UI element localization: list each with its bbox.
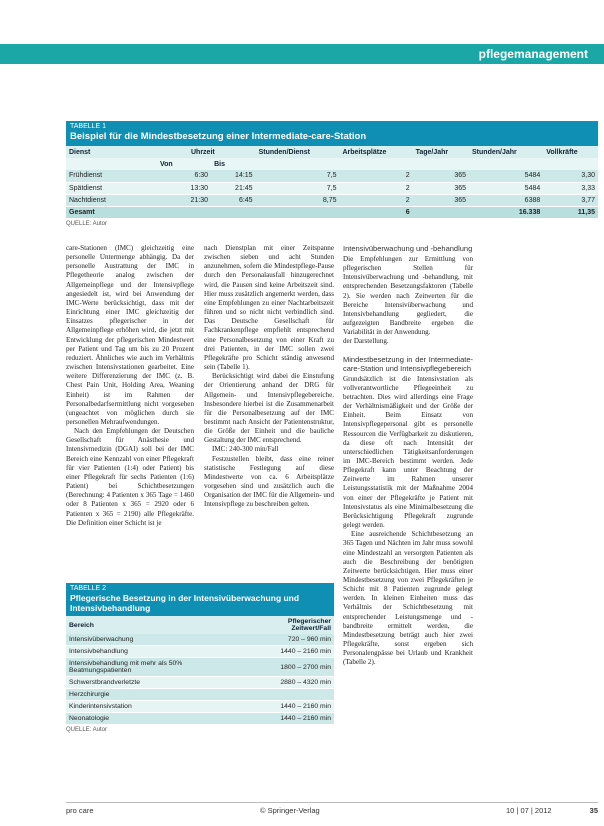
table-1 <box>66 121 598 229</box>
issue-date: 10 | 07 | 2012 <box>506 806 552 815</box>
table-2-header <box>66 583 334 616</box>
table-row: Spätdienst 13:30 21:45 7,5 2 365 5484 3,33 <box>66 182 598 194</box>
paragraph: Berücksichtigt wird dabei die Einstufung der Orientierung anhand der DRG für Allgemein- und Intensivpflegebereiche. Insbesondere hierbei ist die Zusammenarbeit für die Personalbesetzung auf der IMC bestimmt nach Ansicht der Patientenstruktur, die Größe der Einheit und die bauliche Gestaltung der IMC entsprechend. <box>204 372 334 445</box>
text-column-2 <box>204 244 334 510</box>
col-von: Von <box>136 158 211 170</box>
table-2-title: Pflegerische Besetzung in der Intensivüberwachung und Intensivbehandlung <box>70 593 300 613</box>
page-number: 35 <box>589 806 598 815</box>
table-row: Intensivbehandlung 1440 – 2160 min <box>66 646 334 658</box>
paragraph: Grundsätzlich ist die Intensivstation als vollverantwortliche Pflegeeinheit zu betrachten. Dies wird allerdings eine Frage der Verhältnismäßigkeit und der Größe der Einheit. Beim Einsatz von Intensivpflegepersonal gibt es personelle Ressourcen die Verfügbarkeit zu diskutieren, da diese oft nach Intensität der unterschiedlichen Tätigkeitsanforderungen im IMC-Bereich bestimmt werden. Jede Pflegekraft kann unter Beachtung der Zeitwerte im Rahmen unserer Leistungsstatistik mit der Maßnahme 2004 von einer der Pflegekräfte je Patient mit Intensivstatus als eine Minimalbesetzung die Berücksichtigung Pflegekraft zugrunde gelegt werden. <box>343 374 473 530</box>
table-row: Herzchirurgie <box>66 689 334 701</box>
subheading-1: Intensivüberwachung und -behandlung <box>343 244 473 253</box>
subheading-2: Mindestbesetzung in der Intermediate-care-Station und Intensivpflegebereich <box>343 354 473 373</box>
col-arbeitsplaetze: Arbeitsplätze <box>339 146 412 158</box>
col-dienst: Dienst <box>66 146 136 158</box>
col-stunden-jahr: Stunden/Jahr <box>469 146 543 158</box>
journal-name: pro care <box>66 806 94 815</box>
paragraph: der Darstellung. <box>343 337 389 346</box>
table-2-source: QUELLE: Autor <box>66 727 108 734</box>
table-1-grid <box>66 146 598 219</box>
table-row: Intensivbehandlung mit mehr als 50% Beatmungspatienten 1800 – 2700 min <box>66 658 334 677</box>
paragraph: nach Dienstplan mit einer Zeitspanne zwischen sieben und acht Stunden anzunehmen, sofern die Mindestpflege-Pause durch den Personalausfall hinzugerechnet wird, die Pausen sind keine Arbeitszeit sind. Hier muss zusätzlich angemerkt werden, dass eine Empfehlungen zu einer Nachtarbeitszeit führen und so nicht nicht verbindlich sind. Das Deutsche Gesellschaft für Fachkrankenpflege empfiehlt entsprechend eine Personalbesetzung von einer Kraft zu drei Patienten, in der IMC sollen zwei Pflegekräfte pro Schicht ständig anwesend sein (Tabelle 1). <box>204 244 334 372</box>
table-row: Intensivüberwachung 720 – 960 min <box>66 634 334 646</box>
col-bereich: Bereich <box>66 616 245 634</box>
table-row-total: Gesamt 6 16.338 11,35 <box>66 206 598 218</box>
formula-line: IMC: 240-300 min/Fall <box>212 445 279 454</box>
table-row: Nachtdienst 21:30 6:45 8,75 2 365 6388 3,77 <box>66 194 598 206</box>
col-uhrzeit: Uhrzeit <box>136 146 256 158</box>
table-row: Schwerstbrandverletzte 2880 – 4320 min <box>66 677 334 689</box>
paragraph: Die Empfehlungen zur Ermittlung von pflegerischen Stellen für Intensivüberwachung und -behandlung, mit entsprechenden Besetzungsfaktoren (Tabelle 2). Sie werden nach Zeitwerten für die Bereiche Intensivüberwachung und Intensivbehandlung gegliedert, die aufgezeigten Bandbreite ergeben die Variabilität in der Anwendung. <box>343 255 473 337</box>
section-label: pflegemanagement <box>478 47 588 61</box>
col-bis: Bis <box>211 158 256 170</box>
paragraph: Festzustellen bleibt, dass eine reiner statistische Festlegung auf diese Mindestwerte von ca. 6 Arbeitsplätze vorgesehen sind und zusätzlich auch die Organisation der IMC für die Allgemein- und Intensivpflege zu beschreiben gelten. <box>204 454 334 509</box>
table-1-title: Beispiel für die Mindestbesetzung einer Intermediate-care-Station <box>70 131 367 142</box>
page-footer <box>66 802 598 816</box>
col-tage-jahr: Tage/Jahr <box>413 146 469 158</box>
col-vollkraefte: Vollkräfte <box>543 146 598 158</box>
table-row: Frühdienst 6:30 14:15 7,5 2 365 5484 3,30 <box>66 170 598 182</box>
table-1-header <box>66 121 598 146</box>
paragraph: Nach den Empfehlungen der Deutschen Gesellschaft für Anästhesie und Intensivmedizin (DGAI) soll bei der IMC Bereich eine Kennzahl von einer Pflegekraft für vier Patienten (1:4) oder Patient) bis einer Pflegekraft für sechs Patienten (1:6) Patient) bei Schichtbesetzungen (Berechnung: 4 Patienten x 365 Tage = 1460 oder 8 Patienten x 365 = 2920 oder 6 Patienten x 365 = 2190) alle Pflegekräfte. Die Definition einer Schicht ist je <box>66 427 194 527</box>
paragraph: Eine ausreichende Schichtbesetzung an 365 Tagen und Nächten im Jahr muss sowohl eine Mindestzahl an versorgten Patienten als auch die Beschreibung der benötigten Zeitwerte berücksichtigen. Hier muss einer Mindestbesetzung von zwei Pflegekräften je Schicht mit 8 Patienten zugrunde gelegt werden. In kleinen Einheiten muss das Verhältnis der Schichtbesetzung mit entsprechender Leistungsmenge und -bandbreite ermittelt werden, die Mindestbesetzung beträgt auch hier zwei Pflegekräfte, sonst ergeben sich Personalengpässe bei Urlaub und Krankheit (Tabelle 2). <box>343 530 473 667</box>
paragraph: care-Stationen (IMC) gleichzeitig eine personelle Untermenge abhängig. Da der personelle Austrattung der IMC in Pflegetheorie analog zwischen der Allgemeinpflege und der Intensivpflege angesiedelt ist, wird bei Anwendung der IMC-Werte berücksichtigt, dass mit der Einrichtung einer IMC gleichzeitig der Einsatzes pflegerischer in der Allgemeinpflege erhöhen wird, die jetzt mit Entwicklung der pflegerischen Mindestwert per Patient und Tag um bis zu 20 Prozent reduziert. Ähnliches wie auch im Verhältnis zwischen Intensivstationen gearbeitet. Eine weitere Differenzierung der IMC (z. B. Chest Pain Unit, Holding Area, Weaning Einheit) ist im Rahmen der Personalbedarfsermittlung nicht vorgesehen (ungeachtet von möglichen durch sie personellen Mehraufwendungen. <box>66 244 194 426</box>
table-1-source: QUELLE: Autor <box>66 220 108 227</box>
table-row: Neonatologie 1440 – 2160 min <box>66 713 334 725</box>
section-header-bar <box>0 44 604 64</box>
table-2-grid <box>66 616 334 725</box>
table-2-label: TABELLE 2 <box>70 585 107 592</box>
text-column-3 <box>343 244 473 668</box>
publisher: © Springer-Verlag <box>260 806 320 815</box>
col-zeitwert: Pflegerischer Zeitwert/Fall <box>245 616 334 634</box>
table-row: Kinderintensivstation 1440 – 2160 min <box>66 701 334 713</box>
text-column-1 <box>66 244 194 528</box>
col-stunden-dienst: Stunden/Dienst <box>256 146 340 158</box>
table-2 <box>66 583 334 735</box>
table-1-label: TABELLE 1 <box>70 123 107 130</box>
